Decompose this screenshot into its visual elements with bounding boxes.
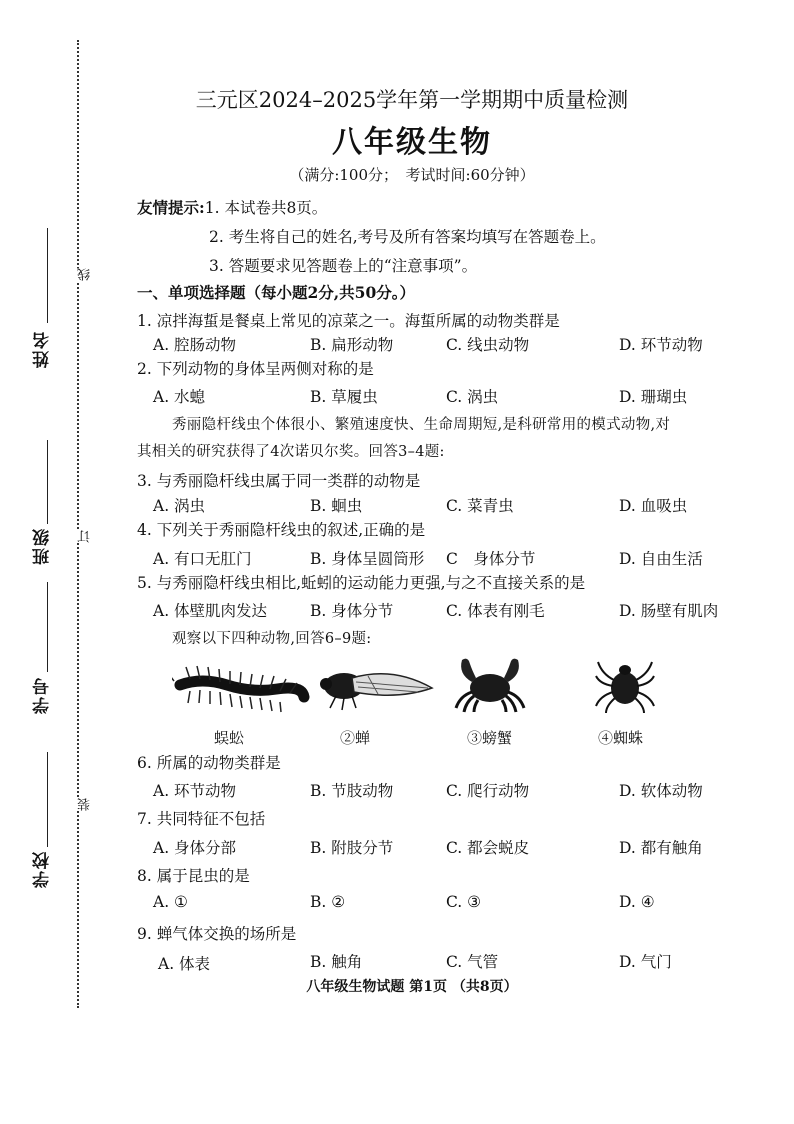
centipede-image	[172, 655, 312, 715]
q1-option-d[interactable]: D. 环节动物	[619, 336, 703, 354]
q4-option-c[interactable]: C 身体分节	[446, 550, 536, 568]
q3-option-b[interactable]: B. 蛔虫	[310, 497, 363, 515]
class-field-label: 班级	[33, 527, 53, 565]
school-field-label: 学校	[33, 850, 53, 888]
q5-option-b[interactable]: B. 身体分节	[310, 602, 394, 620]
q6-option-b[interactable]: B. 节肢动物	[310, 782, 394, 800]
class-field-line[interactable]	[47, 440, 48, 524]
q3-option-d[interactable]: D. 血吸虫	[619, 497, 688, 515]
animal-label-centipede: 蜈蚣	[214, 729, 245, 747]
student-number-field-line[interactable]	[47, 582, 48, 672]
cut-mark-install: 装	[78, 798, 93, 811]
binding-dotted-line	[77, 40, 79, 1008]
observe-instruction: 观察以下四种动物,回答6–9题:	[172, 631, 372, 647]
cut-mark-bind: 订	[78, 530, 93, 543]
tips-label: 友情提示:	[137, 198, 205, 217]
q9-option-a[interactable]: A. 体表	[158, 955, 211, 973]
tip-1: 1. 本试卷共8页。	[204, 199, 328, 217]
q8-option-c[interactable]: C. ③	[446, 893, 482, 911]
section-heading: 一、单项选择题（每小题2分,共50分。）	[137, 283, 416, 302]
q3-option-a[interactable]: A. 涡虫	[153, 497, 206, 515]
q6-option-a[interactable]: A. 环节动物	[153, 782, 237, 800]
tips-block	[137, 196, 327, 218]
q4-option-d[interactable]: D. 自由生活	[619, 550, 703, 568]
q4-option-b[interactable]: B. 身体呈圆筒形	[310, 550, 425, 568]
student-number-field-label: 学号	[33, 676, 53, 714]
q7-option-b[interactable]: B. 附肢分节	[310, 839, 394, 857]
subject-title: 八年级生物	[332, 125, 492, 160]
question-8-stem: 8. 属于昆虫的是	[137, 867, 250, 885]
q7-option-d[interactable]: D. 都有触角	[619, 839, 703, 857]
q1-option-c[interactable]: C. 线虫动物	[446, 336, 530, 354]
page-footer: 八年级生物试题 第1页 （共8页）	[306, 979, 518, 995]
q4-option-a[interactable]: A. 有口无肛门	[153, 550, 252, 568]
cicada-image	[318, 660, 436, 712]
crab-image	[452, 652, 528, 714]
question-6-stem: 6. 所属的动物类群是	[137, 754, 281, 772]
question-2-stem: 2. 下列动物的身体呈两侧对称的是	[137, 360, 374, 378]
q7-option-c[interactable]: C. 都会蜕皮	[446, 839, 530, 857]
exam-title: 三元区2024–2025学年第一学期期中质量检测	[195, 88, 629, 112]
exam-meta: （满分:100分； 考试时间:60分钟）	[289, 166, 535, 184]
q2-option-a[interactable]: A. 水螅	[153, 388, 206, 406]
q1-option-b[interactable]: B. 扁形动物	[310, 336, 394, 354]
name-field-line[interactable]	[47, 228, 48, 323]
q9-option-d[interactable]: D. 气门	[619, 953, 672, 971]
q2-option-b[interactable]: B. 草履虫	[310, 388, 378, 406]
q6-option-d[interactable]: D. 软体动物	[619, 782, 703, 800]
q1-option-a[interactable]: A. 腔肠动物	[153, 336, 237, 354]
q8-option-a[interactable]: A. ①	[153, 893, 188, 911]
q8-option-b[interactable]: B. ②	[310, 893, 346, 911]
question-4-stem: 4. 下列关于秀丽隐杆线虫的叙述,正确的是	[137, 521, 426, 539]
passage-line-1: 秀丽隐杆线虫个体很小、繁殖速度快、生命周期短,是科研常用的模式动物,对	[172, 417, 671, 433]
question-9-stem: 9. 蝉气体交换的场所是	[137, 925, 297, 943]
q3-option-c[interactable]: C. 菜青虫	[446, 497, 514, 515]
q8-option-d[interactable]: D. ④	[619, 893, 655, 911]
school-field-line[interactable]	[47, 752, 48, 847]
passage-line-2: 其相关的研究获得了4次诺贝尔奖。回答3–4题:	[137, 444, 445, 460]
question-3-stem: 3. 与秀丽隐杆线虫属于同一类群的动物是	[137, 472, 421, 490]
name-field-label: 姓名	[33, 330, 53, 368]
tick-spider-image	[594, 652, 656, 714]
tip-3: 3. 答题要求见答题卷上的“注意事项”。	[209, 257, 478, 275]
q5-option-a[interactable]: A. 体壁肌肉发达	[153, 602, 268, 620]
question-5-stem: 5. 与秀丽隐杆线虫相比,蚯蚓的运动能力更强,与之不直接关系的是	[137, 574, 586, 592]
cut-mark-line: 线	[78, 268, 93, 281]
q6-option-c[interactable]: C. 爬行动物	[446, 782, 530, 800]
question-7-stem: 7. 共同特征不包括	[137, 810, 266, 828]
q2-option-d[interactable]: D. 珊瑚虫	[619, 388, 688, 406]
q9-option-c[interactable]: C. 气管	[446, 953, 499, 971]
q9-option-b[interactable]: B. 触角	[310, 953, 363, 971]
q5-option-c[interactable]: C. 体表有刚毛	[446, 602, 545, 620]
question-1-stem: 1. 凉拌海蜇是餐桌上常见的凉菜之一。海蜇所属的动物类群是	[137, 312, 560, 330]
q2-option-c[interactable]: C. 涡虫	[446, 388, 499, 406]
animal-label-spider: ④蜘蛛	[598, 729, 644, 747]
animal-label-cicada: ②蝉	[340, 729, 371, 747]
q5-option-d[interactable]: D. 肠壁有肌肉	[619, 602, 719, 620]
q7-option-a[interactable]: A. 身体分部	[153, 839, 237, 857]
tip-2: 2. 考生将自己的姓名,考号及所有答案均填写在答题卷上。	[209, 228, 606, 246]
animal-label-crab: ③螃蟹	[467, 729, 513, 747]
